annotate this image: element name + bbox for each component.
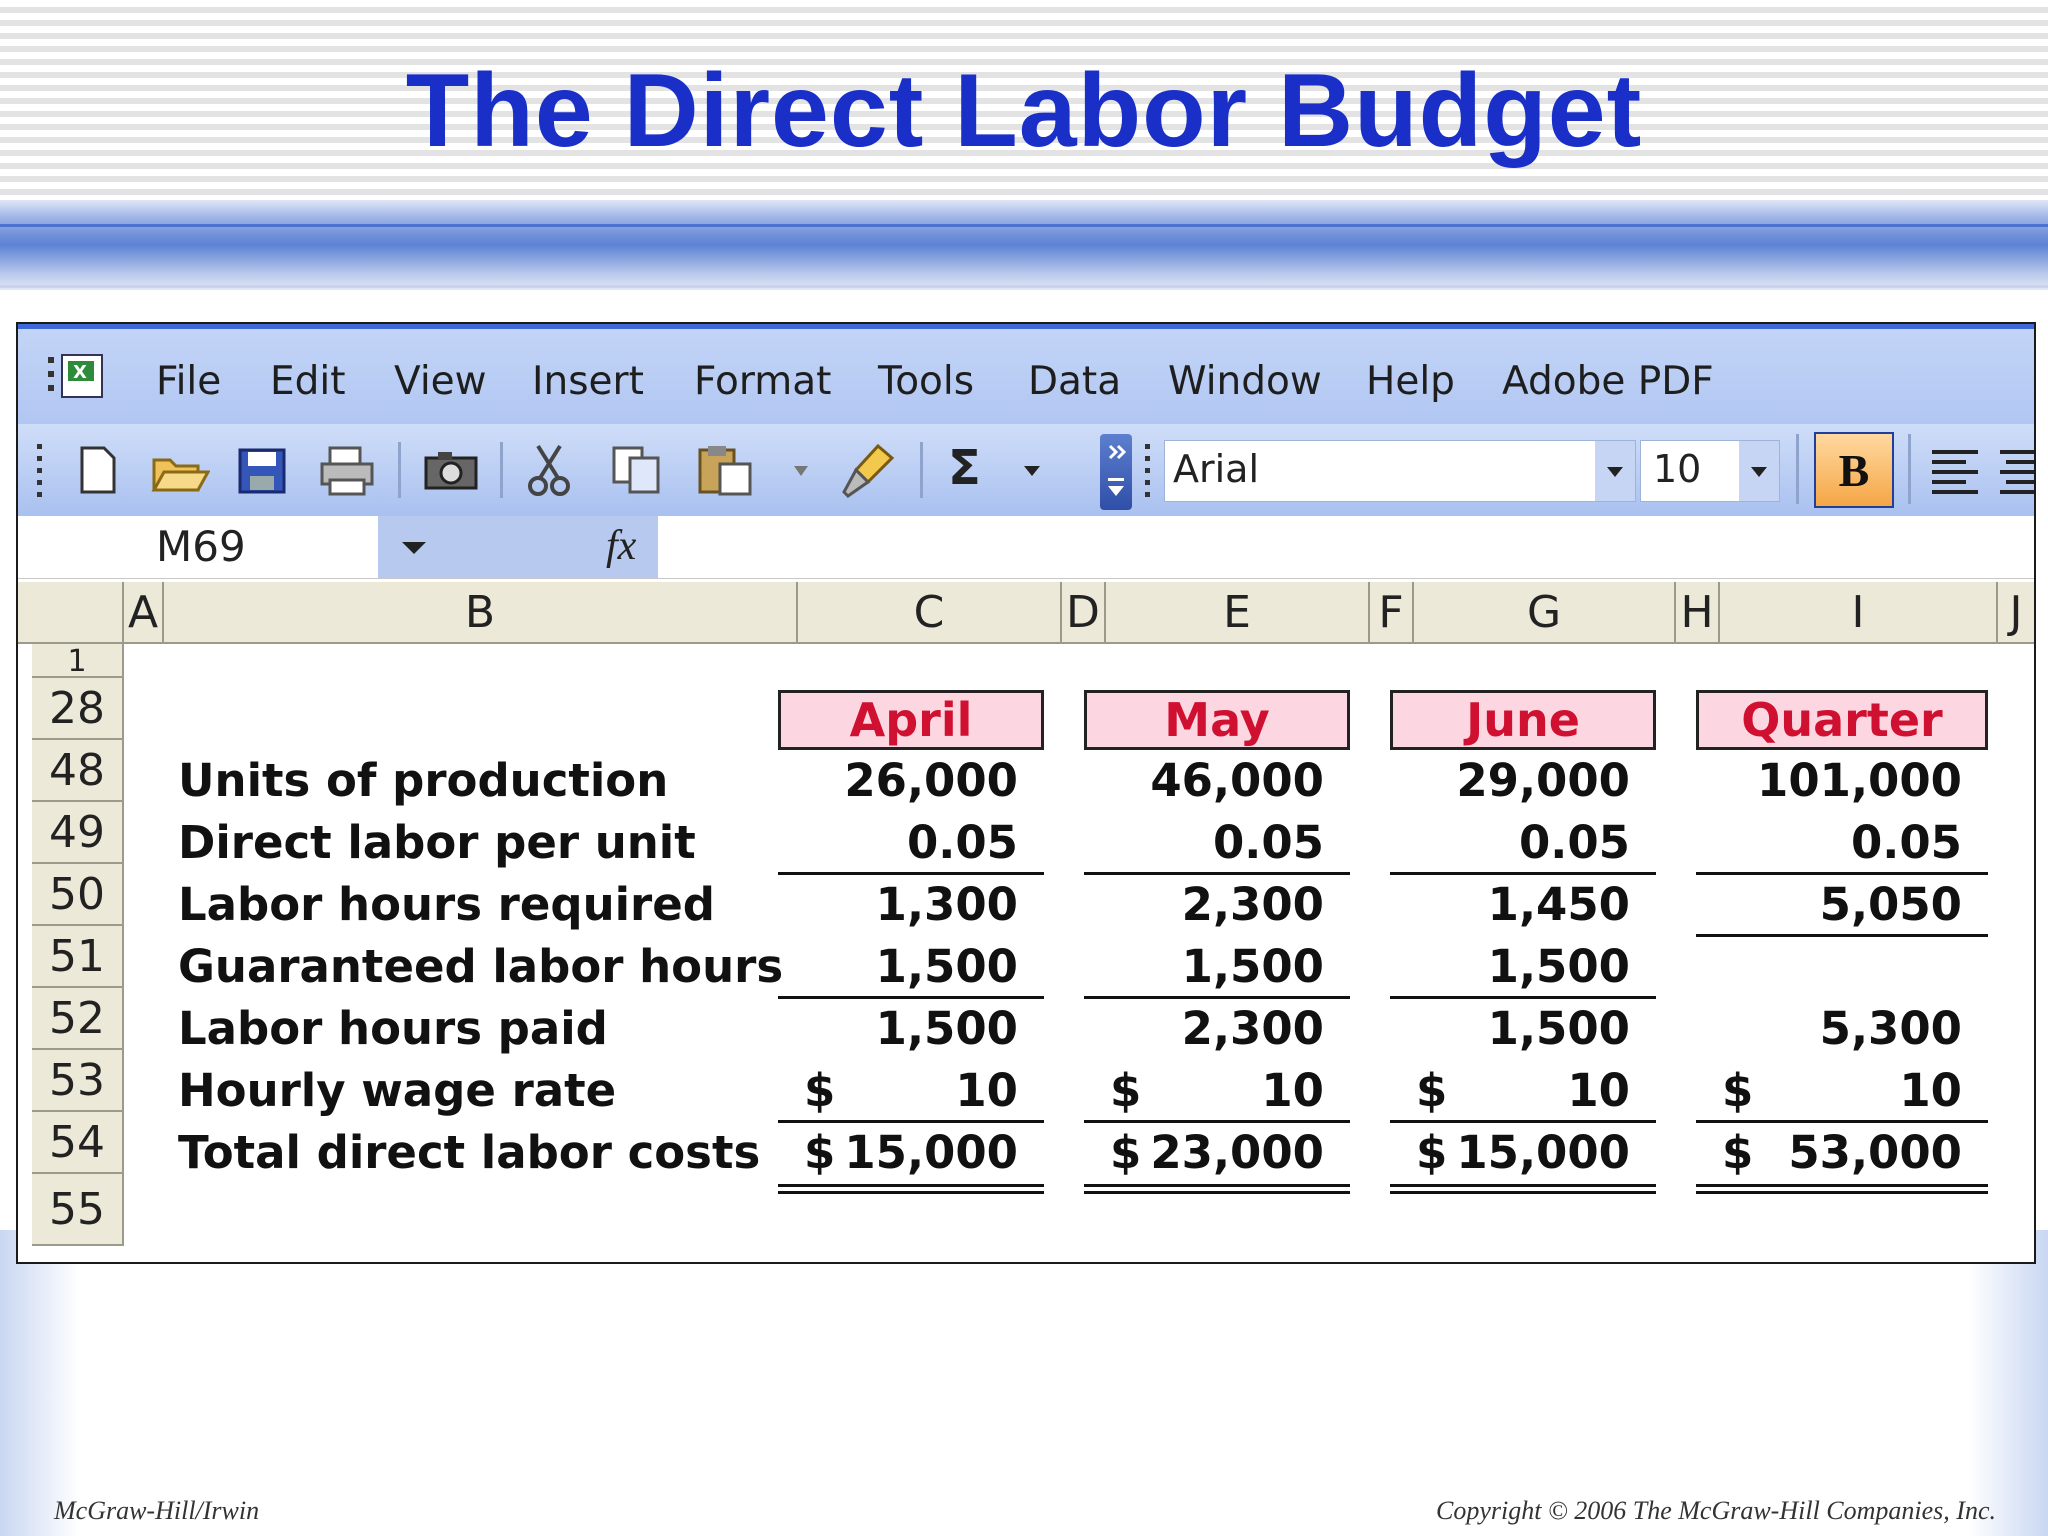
cell-quarter-units[interactable]: 101,000 xyxy=(1757,754,1962,807)
column-header-h[interactable]: H xyxy=(1676,582,1720,642)
print-icon[interactable] xyxy=(318,444,378,498)
bold-button[interactable]: B xyxy=(1814,432,1894,508)
row-header-54[interactable]: 54 xyxy=(32,1112,124,1174)
new-document-icon[interactable] xyxy=(74,444,120,496)
cell-april-units[interactable]: 26,000 xyxy=(844,754,1018,807)
cell-april-guaranteed-hours[interactable]: 1,500 xyxy=(875,940,1018,993)
chevron-down-icon xyxy=(1595,441,1635,501)
toolbar-separator xyxy=(398,442,401,498)
column-header-a[interactable]: A xyxy=(124,582,164,642)
slide-right-gradient xyxy=(1968,1230,2048,1536)
cell-june-total[interactable]: 15,000 xyxy=(1456,1126,1630,1179)
double-underline-april-total xyxy=(778,1184,1044,1194)
toolbar-separator xyxy=(500,442,503,498)
header-quarter[interactable]: Quarter xyxy=(1696,690,1988,750)
double-underline-june-total xyxy=(1390,1184,1656,1194)
cell-april-hours-required[interactable]: 1,300 xyxy=(875,878,1018,931)
svg-text:X: X xyxy=(73,362,87,383)
menu-file[interactable]: File xyxy=(156,359,222,404)
cell-june-units[interactable]: 29,000 xyxy=(1456,754,1630,807)
excel-app-icon[interactable] xyxy=(46,351,106,401)
label-guaranteed-labor-hours: Guaranteed labor hours xyxy=(178,940,784,993)
column-header-d[interactable]: D xyxy=(1062,582,1106,642)
align-center-icon[interactable] xyxy=(1996,446,2034,494)
standard-toolbar xyxy=(18,424,2034,516)
underline-may-r51 xyxy=(1084,996,1350,999)
copy-icon[interactable] xyxy=(610,444,666,496)
cut-icon[interactable] xyxy=(526,442,572,498)
formula-bar-controls xyxy=(378,516,658,578)
cell-quarter-wage-dollar: $ xyxy=(1722,1064,1754,1117)
label-hourly-wage-rate: Hourly wage rate xyxy=(178,1064,617,1117)
column-header-bar xyxy=(18,582,2034,644)
header-april[interactable]: April xyxy=(778,690,1044,750)
toolbar-options-button[interactable] xyxy=(1100,434,1132,510)
menu-window[interactable]: Window xyxy=(1168,359,1322,404)
column-header-f[interactable]: F xyxy=(1370,582,1414,642)
slide-title: The Direct Labor Budget xyxy=(405,53,1643,169)
autosum-dropdown-icon[interactable] xyxy=(1022,464,1042,478)
row-header-55[interactable]: 55 xyxy=(32,1174,124,1246)
row-header-49[interactable]: 49 xyxy=(32,802,124,864)
chevron-down-icon xyxy=(1739,441,1779,501)
font-name-select[interactable] xyxy=(1164,440,1636,502)
slide-blue-band xyxy=(0,200,2048,290)
toolbar-separator xyxy=(1908,434,1911,504)
align-left-icon[interactable] xyxy=(1928,446,1984,494)
row-header-48[interactable]: 48 xyxy=(32,740,124,802)
cell-may-units[interactable]: 46,000 xyxy=(1150,754,1324,807)
double-underline-quarter-total xyxy=(1696,1184,1988,1194)
formula-input[interactable] xyxy=(658,516,2034,578)
menu-insert[interactable]: Insert xyxy=(532,359,644,404)
toolbar-options-icon xyxy=(1100,434,1132,510)
formatting-toolbar-grip-icon[interactable] xyxy=(1142,440,1154,500)
paste-icon[interactable] xyxy=(694,442,756,498)
toolbar-separator xyxy=(1796,434,1799,504)
footer-publisher: McGraw-Hill/Irwin xyxy=(54,1496,260,1525)
slide-left-gradient xyxy=(0,1230,80,1536)
menu-help[interactable]: Help xyxy=(1366,359,1455,404)
cell-may-wage-rate[interactable]: 10 xyxy=(1261,1064,1324,1117)
header-june[interactable]: June xyxy=(1390,690,1656,750)
row-header-53[interactable]: 53 xyxy=(32,1050,124,1112)
header-may[interactable]: May xyxy=(1084,690,1350,750)
toolbar-separator xyxy=(920,442,923,498)
underline-april-r49 xyxy=(778,872,1044,875)
cell-april-wage-dollar: $ xyxy=(804,1064,836,1117)
cell-april-wage-rate[interactable]: 10 xyxy=(955,1064,1018,1117)
underline-april-r51 xyxy=(778,996,1044,999)
camera-icon[interactable] xyxy=(422,446,480,494)
cell-quarter-total-dollar: $ xyxy=(1722,1126,1754,1179)
underline-quarter-r53 xyxy=(1696,1120,1988,1123)
font-name-dropdown-button[interactable] xyxy=(1595,441,1635,501)
cell-may-labor-per-unit[interactable]: 0.05 xyxy=(1212,816,1324,869)
label-total-direct-labor-costs: Total direct labor costs xyxy=(178,1126,761,1179)
cell-june-hours-paid[interactable]: 1,500 xyxy=(1487,1002,1630,1055)
name-box-value: M69 xyxy=(156,522,246,571)
cell-june-wage-rate[interactable]: 10 xyxy=(1567,1064,1630,1117)
menu-bar xyxy=(18,324,2034,429)
menu-data[interactable]: Data xyxy=(1028,359,1122,404)
font-size-dropdown-button[interactable] xyxy=(1739,441,1779,501)
underline-may-r53 xyxy=(1084,1120,1350,1123)
cell-may-guaranteed-hours[interactable]: 1,500 xyxy=(1181,940,1324,993)
column-header-e[interactable]: E xyxy=(1106,582,1370,642)
toolbar-grip-icon[interactable] xyxy=(34,440,46,500)
menu-edit[interactable]: Edit xyxy=(270,359,346,404)
formula-bar xyxy=(18,516,2034,579)
footer-copyright: Copyright © 2006 The McGraw-Hill Companies, Inc. xyxy=(1436,1496,1996,1525)
underline-june-r53 xyxy=(1390,1120,1656,1123)
row-header-52[interactable]: 52 xyxy=(32,988,124,1050)
column-header-g[interactable]: G xyxy=(1414,582,1676,642)
save-icon[interactable] xyxy=(236,446,288,496)
column-header-j[interactable]: J xyxy=(2009,586,2023,638)
row-header-51[interactable]: 51 xyxy=(32,926,124,988)
cell-june-wage-dollar: $ xyxy=(1416,1064,1448,1117)
menu-view[interactable]: View xyxy=(394,359,487,404)
menu-tools[interactable]: Tools xyxy=(878,359,975,404)
cell-quarter-total[interactable]: 53,000 xyxy=(1788,1126,1962,1179)
row-header-50[interactable]: 50 xyxy=(32,864,124,926)
menu-adobe-pdf[interactable]: Adobe PDF xyxy=(1502,359,1714,404)
cell-april-total[interactable]: 15,000 xyxy=(844,1126,1018,1179)
label-labor-hours-required: Labor hours required xyxy=(178,878,715,931)
underline-quarter-r50 xyxy=(1696,934,1988,937)
format-painter-icon[interactable] xyxy=(838,440,900,500)
insert-function-button[interactable]: fx xyxy=(606,523,637,569)
excel-window xyxy=(16,322,2036,1264)
cell-may-wage-dollar: $ xyxy=(1110,1064,1142,1117)
cell-may-hours-required[interactable]: 2,300 xyxy=(1181,878,1324,931)
cell-june-labor-per-unit[interactable]: 0.05 xyxy=(1518,816,1630,869)
column-header-c[interactable]: C xyxy=(798,582,1062,642)
row-header-1[interactable]: 1 xyxy=(32,644,124,678)
name-box[interactable] xyxy=(32,518,376,574)
label-units-of-production: Units of production xyxy=(178,754,669,807)
cell-quarter-labor-per-unit[interactable]: 0.05 xyxy=(1850,816,1962,869)
open-folder-icon[interactable] xyxy=(150,446,210,496)
paste-dropdown-icon[interactable] xyxy=(792,464,810,478)
font-size-value: 10 xyxy=(1653,447,1702,491)
cell-june-guaranteed-hours[interactable]: 1,500 xyxy=(1487,940,1630,993)
cell-may-total-dollar: $ xyxy=(1110,1126,1142,1179)
underline-june-r51 xyxy=(1390,996,1656,999)
cell-april-labor-per-unit[interactable]: 0.05 xyxy=(906,816,1018,869)
column-header-b[interactable]: B xyxy=(164,582,798,642)
label-labor-hours-paid: Labor hours paid xyxy=(178,1002,608,1055)
cell-quarter-hours-paid[interactable]: 5,300 xyxy=(1819,1002,1962,1055)
underline-quarter-r49 xyxy=(1696,872,1988,875)
cell-may-total[interactable]: 23,000 xyxy=(1150,1126,1324,1179)
cell-april-total-dollar: $ xyxy=(804,1126,836,1179)
column-header-i[interactable]: I xyxy=(1720,582,1998,642)
underline-june-r49 xyxy=(1390,872,1656,875)
cell-quarter-wage-rate[interactable]: 10 xyxy=(1899,1064,1962,1117)
font-name-value: Arial xyxy=(1173,447,1260,491)
double-underline-may-total xyxy=(1084,1184,1350,1194)
select-all-corner[interactable] xyxy=(32,582,124,642)
cell-april-hours-paid[interactable]: 1,500 xyxy=(875,1002,1018,1055)
name-box-dropdown-icon[interactable] xyxy=(400,538,428,558)
font-size-select[interactable] xyxy=(1640,440,1780,502)
cell-june-total-dollar: $ xyxy=(1416,1126,1448,1179)
cell-quarter-hours-required[interactable]: 5,050 xyxy=(1819,878,1962,931)
menu-format[interactable]: Format xyxy=(694,359,832,404)
autosum-icon[interactable]: Σ xyxy=(948,440,981,496)
label-direct-labor-per-unit: Direct labor per unit xyxy=(178,816,696,869)
underline-april-r53 xyxy=(778,1120,1044,1123)
cell-june-hours-required[interactable]: 1,450 xyxy=(1487,878,1630,931)
cell-may-hours-paid[interactable]: 2,300 xyxy=(1181,1002,1324,1055)
row-header-28[interactable]: 28 xyxy=(32,678,124,740)
underline-may-r49 xyxy=(1084,872,1350,875)
